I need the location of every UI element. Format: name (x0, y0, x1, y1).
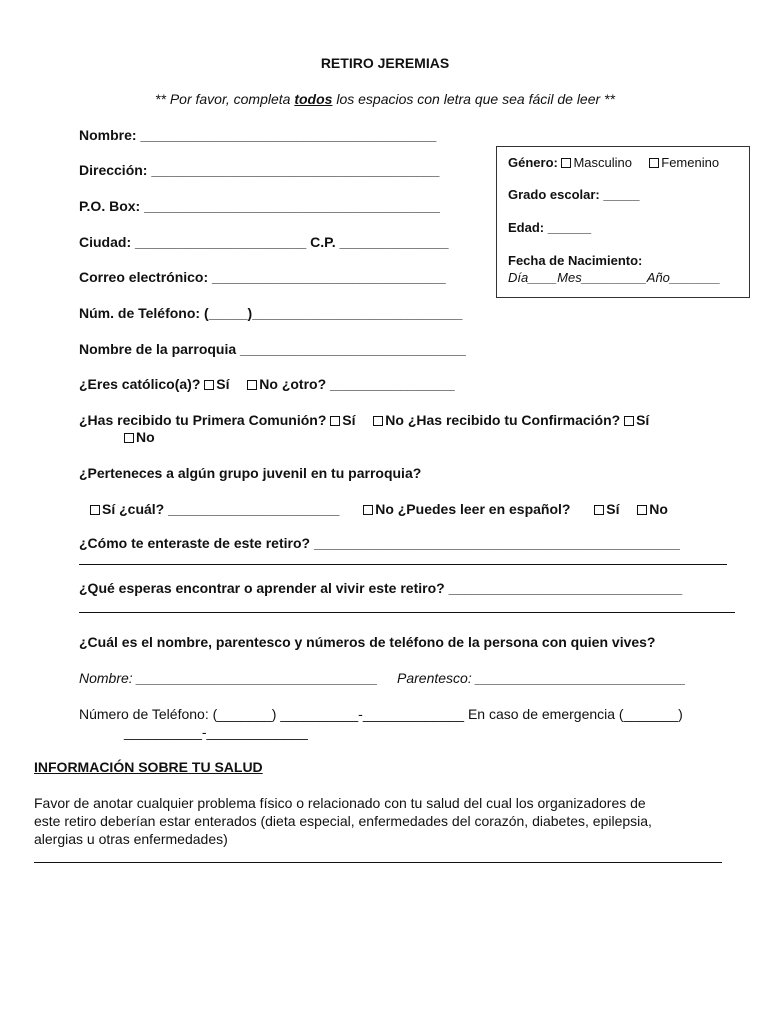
grupo-si-checkbox[interactable] (90, 505, 100, 515)
comunion-question: ¿Has recibido tu Primera Comunión? (79, 412, 327, 428)
answer-line[interactable] (79, 612, 735, 613)
question-catolico (79, 376, 455, 392)
genero-label: Género: (508, 155, 558, 170)
instructions-emphasis: todos (294, 91, 333, 107)
confirmacion-question: ¿Has recibido tu Confirmación? (407, 412, 621, 428)
persona-question: ¿Cuál es el nombre, parentesco y números de teléfono de la persona con quien vives? (79, 634, 656, 650)
comunion-no-checkbox[interactable] (373, 416, 383, 426)
field-direccion[interactable]: Dirección: _____________________________________ (79, 162, 440, 178)
confirmacion-no-label: No (136, 429, 155, 445)
grupo-no-checkbox[interactable] (363, 505, 373, 515)
catolico-si-label: Sí (216, 376, 230, 392)
espanol-si-label: Sí (606, 501, 620, 517)
field-que-esperas[interactable]: ¿Qué esperas encontrar o aprender al vivir este retiro? ______________________________ (79, 580, 683, 596)
field-nombre[interactable]: Nombre: ______________________________________ (79, 127, 437, 143)
field-como-enteraste[interactable]: ¿Cómo te enteraste de este retiro? _______________________________________________ (79, 535, 680, 551)
field-pobox[interactable]: P.O. Box: ______________________________________ (79, 198, 440, 214)
femenino-checkbox[interactable] (649, 158, 659, 168)
question-comunion (79, 412, 649, 428)
field-contacto-parentesco[interactable]: Parentesco: ___________________________ (397, 670, 686, 686)
femenino-label: Femenino (661, 155, 720, 170)
salud-answer-line[interactable] (34, 862, 722, 863)
confirmacion-no-checkbox[interactable] (124, 433, 134, 443)
grupo-question: ¿Perteneces a algún grupo juvenil en tu parroquia? (79, 465, 422, 481)
field-contacto-numero[interactable]: Número de Teléfono: (_______) __________-_____________ En caso de emergencia (_______) (79, 706, 683, 722)
field-contacto-numero-cont[interactable]: __________-_____________ (124, 724, 308, 740)
confirmacion-no-row (124, 429, 155, 445)
comunion-no-label: No (385, 412, 404, 428)
field-telefono[interactable]: Núm. de Teléfono: (_____)___________________________ (79, 305, 463, 321)
field-correo[interactable]: Correo electrónico: ______________________________ (79, 269, 446, 285)
answer-line[interactable] (79, 564, 727, 565)
field-parroquia[interactable]: Nombre de la parroquia _____________________________ (79, 341, 466, 357)
grupo-no-espanol: No ¿Puedes leer en español? (375, 501, 571, 517)
field-fecha-nacimiento[interactable]: Día____Mes_________Año_______ (508, 270, 721, 285)
espanol-si-checkbox[interactable] (594, 505, 604, 515)
catolico-no-checkbox[interactable] (247, 380, 257, 390)
confirmacion-si-checkbox[interactable] (624, 416, 634, 426)
salud-text-line3: alergias u otras enfermedades) (34, 831, 228, 847)
comunion-si-label: Sí (342, 412, 356, 428)
masculino-label: Masculino (573, 155, 632, 170)
catolico-question: ¿Eres católico(a)? (79, 376, 201, 392)
field-ciudad-cp[interactable]: Ciudad: ______________________ C.P. ______________ (79, 234, 449, 250)
genero-row (508, 155, 719, 170)
salud-heading: INFORMACIÓN SOBRE TU SALUD (34, 759, 263, 775)
grupo-si-cual[interactable]: Sí ¿cuál? ______________________ (102, 501, 340, 517)
espanol-no-checkbox[interactable] (637, 505, 647, 515)
fecha-nacimiento-label: Fecha de Nacimiento: (508, 253, 643, 268)
confirmacion-si-label: Sí (636, 412, 650, 428)
catolico-si-checkbox[interactable] (204, 380, 214, 390)
salud-text-line2: este retiro deberían estar enterados (dieta especial, enfermedades del corazón, diabetes, epilepsia, (34, 813, 652, 829)
grupo-answers (90, 501, 668, 517)
catolico-no-otro[interactable]: No ¿otro? ________________ (259, 376, 455, 392)
salud-text-line1: Favor de anotar cualquier problema físico o relacionado con tu salud del cual los organizadores de (34, 795, 646, 811)
field-edad[interactable]: Edad: ______ (508, 220, 592, 235)
masculino-checkbox[interactable] (561, 158, 571, 168)
field-grado-escolar[interactable]: Grado escolar: _____ (508, 187, 640, 202)
espanol-no-label: No (649, 501, 668, 517)
field-contacto-nombre[interactable]: Nombre: _______________________________ (79, 670, 378, 686)
comunion-si-checkbox[interactable] (330, 416, 340, 426)
form-title: RETIRO JEREMIAS (320, 55, 450, 71)
instructions-after: los espacios con letra que sea fácil de leer ** (332, 91, 615, 107)
instructions-before: ** Por favor, completa (155, 91, 295, 107)
instructions (0, 91, 770, 107)
